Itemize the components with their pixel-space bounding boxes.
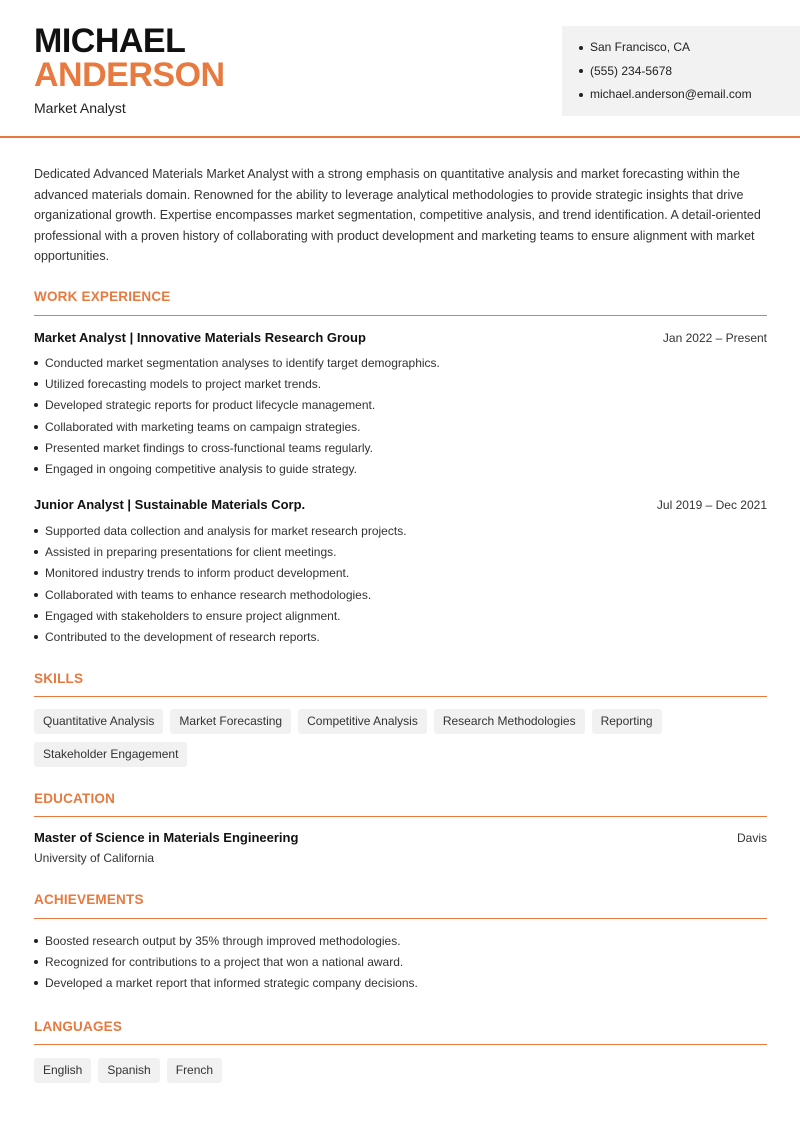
languages-list [34, 1058, 774, 1083]
list-item-text: Conducted market segmentation analyses to identify target demographics. [45, 355, 440, 370]
section-divider [34, 1044, 767, 1045]
list-item-text: Assisted in preparing presentations for client meetings. [45, 544, 337, 559]
bullet-icon [34, 446, 38, 450]
last-name: ANDERSON [34, 56, 225, 94]
section-title-work: WORK EXPERIENCE [34, 289, 171, 304]
skill-chip: Quantitative Analysis [34, 709, 163, 734]
list-item [34, 973, 418, 994]
bullet-icon [34, 939, 38, 943]
contact-phone-text: (555) 234-5678 [590, 63, 673, 78]
bullet-icon [34, 981, 38, 985]
bullet-icon [34, 529, 38, 533]
job-bullets [34, 520, 407, 648]
contact-phone [579, 60, 800, 84]
section-title-skills: SKILLS [34, 671, 84, 686]
bullet-icon [34, 571, 38, 575]
skill-chip: Competitive Analysis [298, 709, 427, 734]
bullet-icon [34, 425, 38, 429]
first-name: MICHAEL [34, 22, 186, 60]
list-item-text: Supported data collection and analysis for market research projects. [45, 523, 407, 538]
list-item-text: Developed strategic reports for product lifecycle management. [45, 398, 376, 413]
list-item [34, 563, 407, 584]
list-item [34, 930, 418, 951]
list-item [34, 416, 440, 437]
list-item [34, 395, 440, 416]
job-dates: Jul 2019 – Dec 2021 [656, 498, 767, 512]
skill-chip: Research Methodologies [434, 709, 585, 734]
job-role: Junior Analyst | Sustainable Materials Corp. [34, 497, 306, 512]
contact-email [579, 83, 800, 107]
contact-location-text: San Francisco, CA [590, 40, 691, 55]
language-chip: Spanish [98, 1058, 159, 1083]
list-item-text: Engaged with stakeholders to ensure project alignment. [45, 608, 341, 623]
bullet-icon [34, 403, 38, 407]
achievements-list [34, 930, 418, 994]
professional-summary: Dedicated Advanced Materials Market Analyst with a strong emphasis on quantitative analysis and market forecasting within the advanced materials domain. Renowned for the ability to leverage analytical methodologies to provide strategic insights that drive organizational growth. Expertise encompasses market segmentation, competitive analysis, and trend identification. A detail-oriented professional with a proven history of collaborating with product development and marketing teams to ensure alignment with market opportunities. [34, 167, 761, 263]
bullet-icon [34, 635, 38, 639]
education-header [34, 830, 767, 845]
language-chip: English [34, 1058, 91, 1083]
bullet-icon [34, 614, 38, 618]
list-item-text: Collaborated with marketing teams on campaign strategies. [45, 419, 361, 434]
section-divider [34, 816, 767, 817]
section-divider [34, 918, 767, 919]
list-item-text: Utilized forecasting models to project market trends. [45, 376, 322, 391]
list-item [34, 626, 407, 647]
list-item-text: Boosted research output by 35% through improved methodologies. [45, 933, 401, 948]
degree: Master of Science in Materials Engineering [34, 830, 299, 845]
section-title-education: EDUCATION [34, 791, 116, 806]
bullet-icon [34, 467, 38, 471]
list-item-text: Monitored industry trends to inform product development. [45, 566, 350, 581]
bullet-icon [34, 550, 38, 554]
list-item [34, 520, 407, 541]
list-item-text: Engaged in ongoing competitive analysis to guide strategy. [45, 462, 357, 477]
bullet-icon [34, 361, 38, 365]
list-item [34, 352, 440, 373]
skills-list [34, 709, 774, 767]
list-item [34, 458, 440, 479]
contact-email-text: michael.anderson@email.com [590, 87, 752, 102]
education-location: Davis [736, 831, 767, 845]
job-bullets [34, 352, 440, 480]
bullet-icon [579, 46, 583, 50]
section-divider [34, 315, 767, 316]
job-header [34, 330, 767, 345]
list-item-text: Developed a market report that informed strategic company decisions. [45, 976, 418, 991]
section-divider [34, 696, 767, 697]
resume-header [0, 0, 800, 138]
bullet-icon [34, 593, 38, 597]
skill-chip: Stakeholder Engagement [34, 742, 187, 767]
list-item [34, 951, 418, 972]
section-title-achievements: ACHIEVEMENTS [34, 892, 144, 907]
job-role: Market Analyst | Innovative Materials Research Group [34, 330, 366, 345]
list-item [34, 541, 407, 562]
list-item-text: Collaborated with teams to enhance research methodologies. [45, 587, 372, 602]
university: University of California [34, 851, 155, 865]
job-title: Market Analyst [34, 100, 126, 116]
list-item-text: Recognized for contributions to a project that won a national award. [45, 954, 404, 969]
skill-chip: Reporting [592, 709, 662, 734]
list-item [34, 373, 440, 394]
language-chip: French [167, 1058, 222, 1083]
bullet-icon [34, 960, 38, 964]
bullet-icon [579, 69, 583, 73]
job-header [34, 497, 767, 512]
list-item-text: Presented market findings to cross-functional teams regularly. [45, 440, 373, 455]
contact-box [562, 26, 800, 116]
skill-chip: Market Forecasting [170, 709, 291, 734]
section-title-languages: LANGUAGES [34, 1019, 123, 1034]
list-item [34, 584, 407, 605]
bullet-icon [34, 382, 38, 386]
bullet-icon [579, 93, 583, 97]
list-item [34, 437, 440, 458]
list-item-text: Contributed to the development of research reports. [45, 630, 320, 645]
list-item [34, 605, 407, 626]
contact-location [579, 36, 800, 60]
job-dates: Jan 2022 – Present [662, 331, 767, 345]
